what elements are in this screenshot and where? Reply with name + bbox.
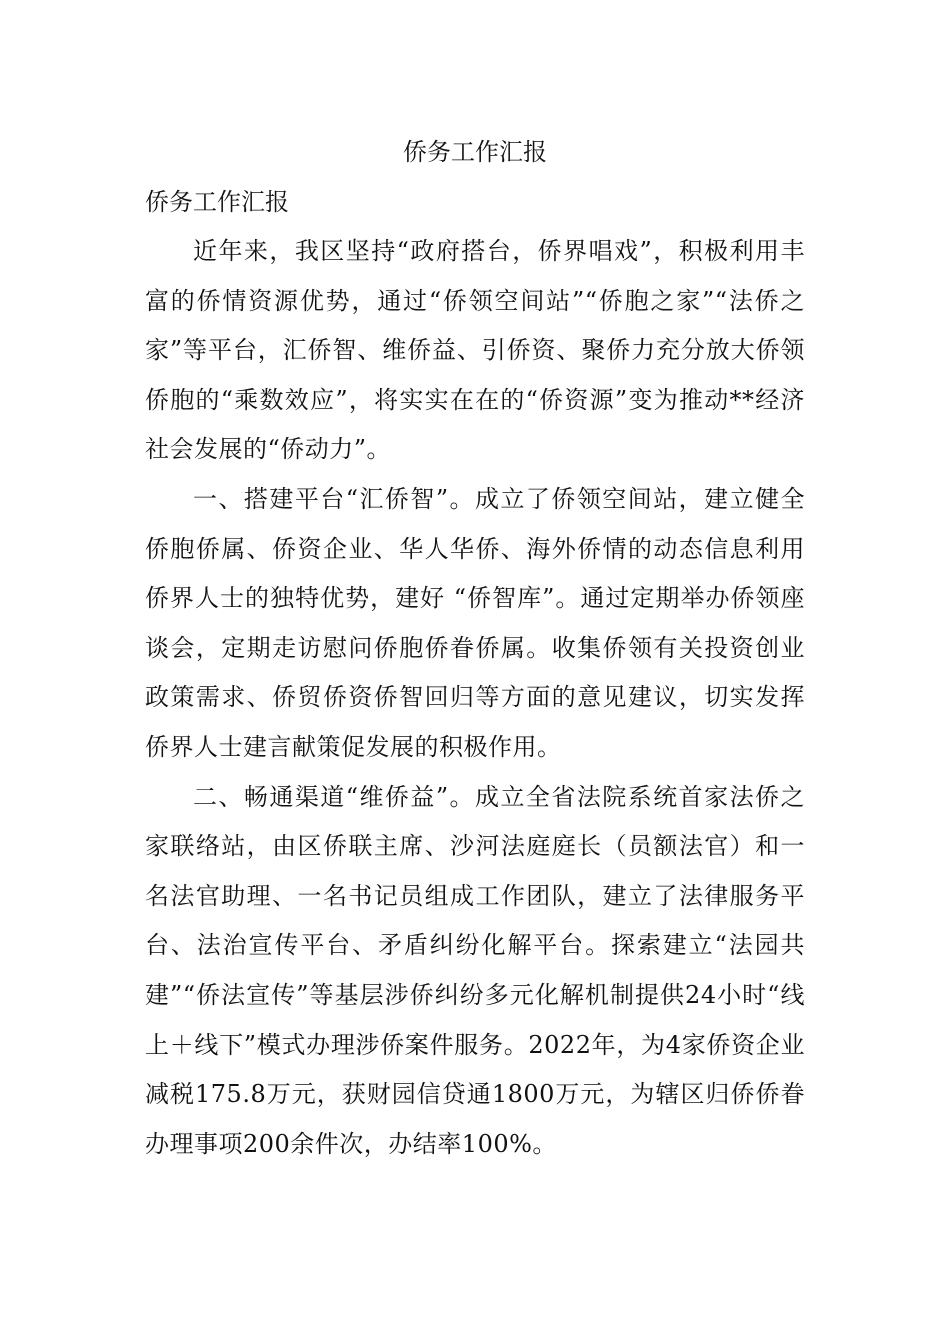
- paragraph-section-one: 一、搭建平台“汇侨智”。成立了侨领空间站，建立健全侨胞侨属、侨资企业、华人华侨、海外侨情的动态信息利用侨界人士的独特优势，建好 “侨智库”。通过定期举办侨领座谈会，定期走访慰问侨胞侨眷侨属。收集侨领有关投资创业政策需求、侨贸侨资侨智回归等方面的意见建议，切实发挥侨界人士建言献策促发展的积极作用。: [145, 484, 805, 761]
- document-body: [145, 227, 805, 1169]
- document-title: 侨务工作汇报: [403, 138, 547, 166]
- paragraph-section-two: 二、畅通渠道“维侨益”。成立全省法院系统首家法侨之家联络站，由区侨联主席、沙河法庭庭长（员额法官）和一名法官助理、一名书记员组成工作团队，建立了法律服务平台、法治宣传平台、矛盾纠纷化解平台。探索建立“法园共建”“侨法宣传”等基层涉侨纠纷多元化解机制提供24小时“线上＋线下”模式办理涉侨案件服务。2022年，为4家侨资企业减税175.8万元，获财园信贷通1800万元，为辖区归侨侨眷办理事项200余件次，办结率100%。: [145, 782, 805, 1158]
- document-subtitle: 侨务工作汇报: [145, 188, 289, 216]
- paragraph-intro: 近年来，我区坚持“政府搭台，侨界唱戏”，积极利用丰富的侨情资源优势，通过“侨领空间站”“侨胞之家”“法侨之家”等平台，汇侨智、维侨益、引侨资、聚侨力充分放大侨领侨胞的“乘数效应”，将实实在在的“侨资源”变为推动**经济社会发展的“侨动力”。: [145, 237, 805, 464]
